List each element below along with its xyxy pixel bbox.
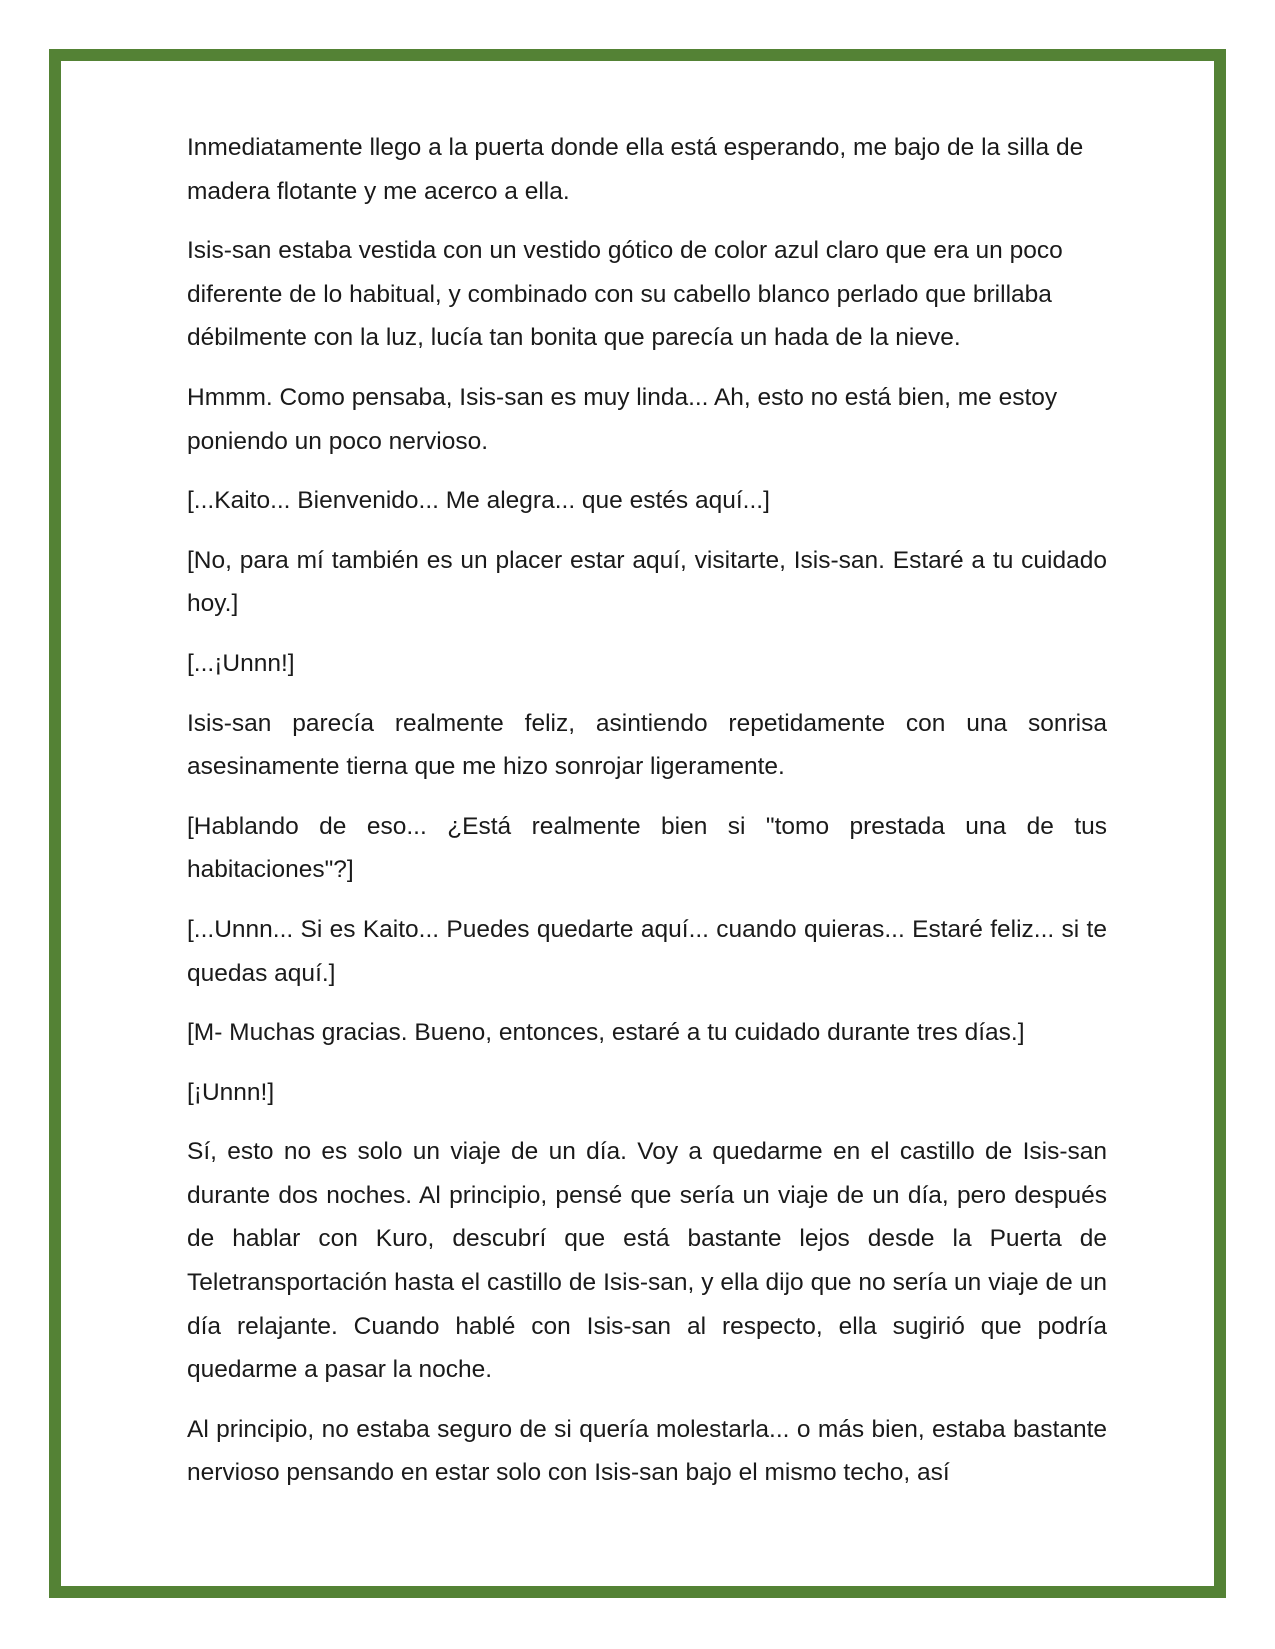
document-body	[187, 126, 1107, 1511]
paragraph: Inmediatamente llego a la puerta donde ella está esperando, me bajo de la silla de madera flotante y me acerco a ella.	[187, 134, 1084, 205]
page-border	[49, 49, 1226, 1598]
paragraph: Isis-san estaba vestida con un vestido gótico de color azul claro que era un poco diferente de lo habitual, y combinado con su cabello blanco perlado que brillaba débilmente con la luz, lucía tan bonita que parecía un hada de la nieve.	[187, 237, 1063, 352]
dialogue-line: [¡Unnn!]	[187, 1078, 275, 1106]
dialogue-line: [M- Muchas gracias. Bueno, entonces, estaré a tu cuidado durante tres días.]	[187, 1019, 1025, 1047]
dialogue-line: [No, para mí también es un placer estar aquí, visitarte, Isis-san. Estaré a tu cuidado hoy.]	[187, 546, 1107, 618]
paragraph: Hmmm. Como pensaba, Isis-san es muy linda... Ah, esto no está bien, me estoy poniendo un poco nervioso.	[187, 383, 1058, 455]
paragraph: Sí, esto no es solo un viaje de un día. Voy a quedarme en el castillo de Isis-san durante dos noches. Al principio, pensé que sería un viaje de un día, pero después de hablar con Kuro, descubrí que está bastante lejos desde la Puerta de Teletransportación hasta el castillo de Isis-san, y ella dijo que no sería un viaje de un día relajante. Cuando hablé con Isis-san al respecto, ella sugirió que podría quedarme a pasar la noche.	[187, 1138, 1107, 1384]
paragraph: Al principio, no estaba seguro de si quería molestarla... o más bien, estaba bastante nervioso pensando en estar solo con Isis-san bajo el mismo techo, así	[187, 1415, 1107, 1487]
paragraph: Isis-san parecía realmente feliz, asintiendo repetidamente con una sonrisa asesinamente tierna que me hizo sonrojar ligeramente.	[187, 709, 1107, 781]
dialogue-line: [...Kaito... Bienvenido... Me alegra... que estés aquí...]	[187, 487, 770, 515]
dialogue-line: [...Unnn... Si es Kaito... Puedes quedarte aquí... cuando quieras... Estaré feliz... si te quedas aquí.]	[187, 915, 1107, 987]
dialogue-line: [Hablando de eso... ¿Está realmente bien si "tomo prestada una de tus habitaciones"?]	[187, 812, 1107, 884]
dialogue-line: [...¡Unnn!]	[187, 649, 295, 677]
